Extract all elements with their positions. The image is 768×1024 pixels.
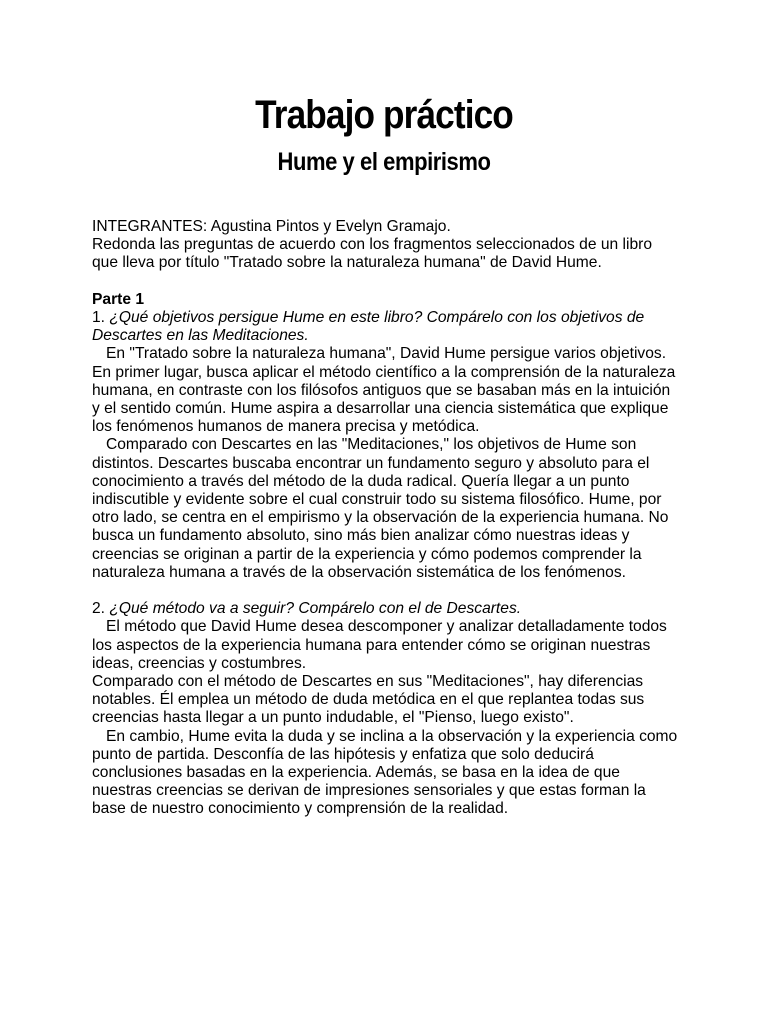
answer-2-paragraph-1: El método que David Hume desea descomponer y analizar detalladamente todos los aspectos de la experiencia humana para entender cómo se originan nuestras ideas, creencias y costumbres. (92, 618, 667, 672)
answer-1-paragraph-2: Comparado con Descartes en las "Meditaciones," los objetivos de Hume son distintos. Descartes buscaba encontrar un fundamento seguro y absoluto para el conocimiento a través del método de la duda radical. Quería llegar a un punto indiscutible y evidente sobre el cual construir todo su sistema filosófico. Hume, por otro lado, se centra en el empirismo y la observación de la experiencia humana. No busca un fundamento absoluto, sino más bien analizar cómo nuestras ideas y creencias se originan a partir de la experiencia y cómo podemos comprender la naturaleza humana a través de la observación sistemática de los fenómenos. (92, 436, 669, 581)
members-line: INTEGRANTES: Agustina Pintos y Evelyn Gramajo. (92, 218, 451, 235)
question-2-text: ¿Qué método va a seguir? Compárelo con el de Descartes. (109, 600, 522, 618)
instructions-paragraph: Redonda las preguntas de acuerdo con los fragmentos seleccionados de un libro que lleva por título "Tratado sobre la naturaleza humana" de David Hume. (92, 236, 653, 272)
question-1-text: ¿Qué objetivos persigue Hume en este libro? Compárelo con los objetivos de Descartes en las Meditaciones. (92, 309, 645, 345)
spacer (92, 582, 682, 600)
answer-2-paragraph-3: En cambio, Hume evita la duda y se inclina a la observación y la experiencia como punto de partida. Desconfía de las hipótesis y enfatiza que solo deducirá conclusiones basadas en la experiencia. Además, se basa en la idea de que nuestras creencias se derivan de impresiones sensoriales y que estas forman la base de nuestro conocimiento y comprensión de la realidad. (92, 727, 678, 818)
answer-2-paragraph-2: Comparado con el método de Descartes en sus "Meditaciones", hay diferencias notables. Él emplea un método de duda metódica en el que replantea todas sus creencias hasta llegar a un punto indudable, el "Pienso, luego existo". (92, 673, 645, 727)
question-2 (92, 600, 682, 618)
spacer (92, 273, 682, 291)
question-1 (92, 309, 682, 345)
document-title: Trabajo práctico (255, 93, 513, 137)
document-body (92, 218, 682, 819)
question-1-number: 1. (92, 309, 106, 326)
document-subtitle: Hume y el empirismo (277, 148, 491, 176)
part-heading: Parte 1 (92, 290, 145, 308)
question-2-number: 2. (92, 600, 106, 618)
answer-1-paragraph-1: En "Tratado sobre la naturaleza humana", David Hume persigue varios objetivos. En primer lugar, busca aplicar el método científico a la comprensión de la naturaleza humana, en contraste con los filósofos antiguos que se basaban más en la intuición y el sentido común. Hume aspira a desarrollar una ciencia sistemática que explique los fenómenos humanos de manera precisa y metódica. (92, 345, 676, 436)
